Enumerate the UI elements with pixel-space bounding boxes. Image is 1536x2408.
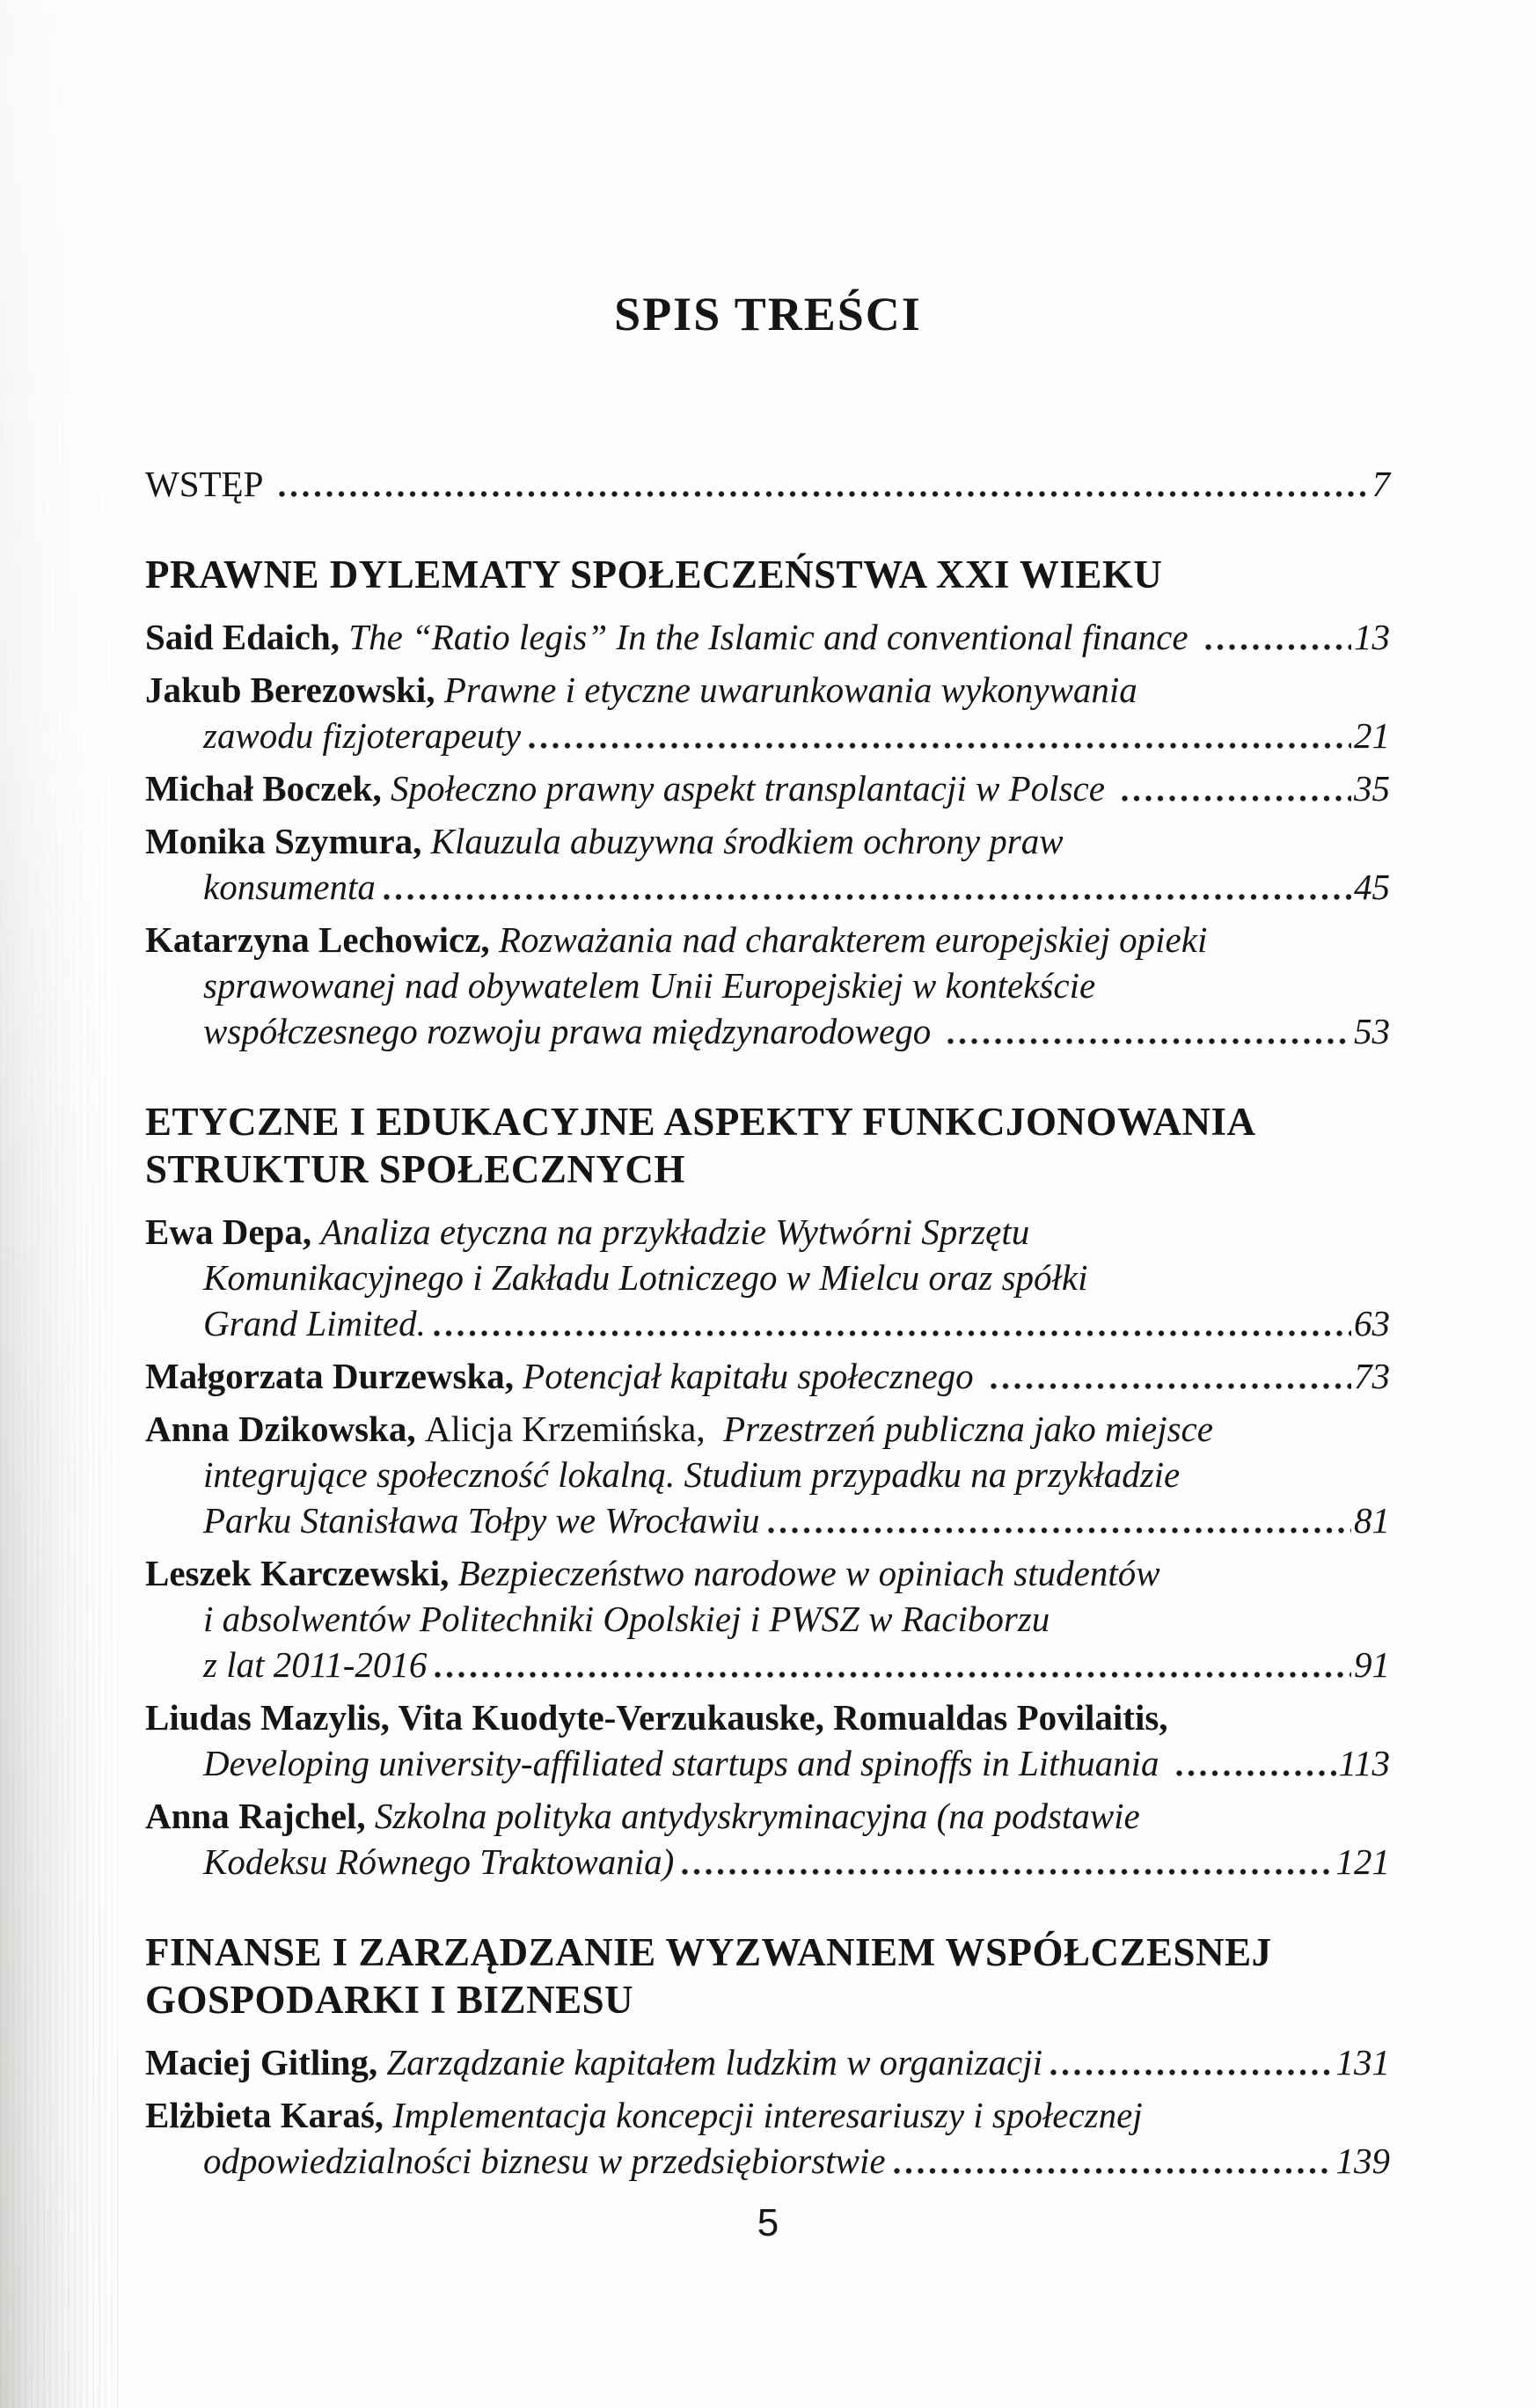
toc-author: Małgorzata Durzewska,	[145, 1356, 523, 1397]
toc-author: Elżbieta Karaś,	[145, 2095, 393, 2136]
toc-author: Ewa Depa,	[145, 1211, 321, 1253]
toc-section-heading	[145, 1929, 1390, 2024]
toc-page-number: 113	[1338, 1743, 1390, 1784]
toc-page-number: 121	[1335, 1841, 1390, 1883]
toc-line	[145, 917, 1390, 962]
toc-work-title: Kodeksu Równego Traktowania)	[203, 1841, 675, 1883]
toc-page-number: 131	[1335, 2042, 1390, 2083]
toc-section-heading	[145, 551, 1390, 598]
dot-leader	[947, 1036, 1351, 1047]
toc-author: Michał Boczek,	[145, 768, 391, 809]
toc-page-number: 91	[1354, 1644, 1390, 1686]
toc-work-title: współczesnego rozwoju prawa międzynarodowego	[203, 1011, 940, 1052]
toc-line	[145, 1839, 1390, 1885]
toc-line	[145, 1098, 1390, 1145]
toc-entry	[145, 2039, 1390, 2085]
toc-work-title: Parku Stanisława Tołpy we Wrocławiu	[203, 1500, 760, 1541]
dot-leader	[278, 488, 1369, 500]
toc-page-number: 21	[1354, 715, 1390, 757]
toc-author: Jakub Berezowski,	[145, 670, 444, 711]
toc-page-number: 139	[1335, 2141, 1390, 2182]
dot-leader	[681, 1866, 1333, 1877]
dot-leader	[434, 1669, 1351, 1680]
toc-entry	[145, 765, 1390, 811]
toc-work-title: Potencjał kapitału społecznego	[523, 1356, 983, 1397]
toc-work-title: odpowiedzialności biznesu w przedsiębiorstwie	[203, 2141, 886, 2182]
footer-page-number: 5	[757, 2201, 779, 2244]
toc-line	[145, 1694, 1390, 1740]
toc-entry	[145, 1694, 1390, 1786]
toc-entry	[145, 818, 1390, 910]
page-title: SPIS TREŚCI	[614, 288, 922, 340]
toc-author: Monika Szymura,	[145, 821, 431, 862]
dot-leader	[1175, 1768, 1336, 1779]
dot-leader	[528, 740, 1351, 751]
toc-page-number: 45	[1354, 867, 1390, 908]
toc-line	[145, 2138, 1390, 2184]
toc-entry	[145, 1793, 1390, 1885]
toc-work-title: Komunikacyjnego i Zakładu Lotniczego w Mielcu oraz spółki	[203, 1257, 1088, 1299]
toc-entry	[145, 1550, 1390, 1687]
toc-line	[145, 1452, 1390, 1497]
toc-line	[145, 1550, 1390, 1596]
toc-author: Anna Dzikowska,	[145, 1409, 425, 1450]
toc-page-number: 7	[1371, 464, 1390, 505]
toc-section-title: PRAWNE DYLEMATY SPOŁECZEŃSTWA XXI WIEKU	[145, 553, 1163, 597]
toc-work-title: integrujące społeczność lokalną. Studium przypadku na przykładzie	[203, 1454, 1181, 1496]
toc-work-title: konsumenta	[203, 867, 376, 908]
toc-work-title: Społeczno prawny aspekt transplantacji w Polsce	[390, 768, 1115, 809]
toc-section-title: FINANSE I ZARZĄDZANIE WYZWANIEM WSPÓŁCZESNEJ	[145, 1930, 1272, 1975]
toc-section-heading	[145, 1098, 1390, 1193]
toc-line	[145, 765, 1390, 811]
toc-line	[145, 1008, 1390, 1054]
toc-work-title: Szkolna polityka antydyskryminacyjna (na podstawie	[374, 1796, 1140, 1837]
dot-leader	[383, 891, 1351, 903]
toc-entry	[145, 667, 1390, 758]
toc-work-title: Rozważania nad charakterem europejskiej opieki	[498, 919, 1208, 961]
toc-author: Maciej Gitling,	[145, 2042, 387, 2083]
toc-line	[145, 1642, 1390, 1687]
toc-author: Katarzyna Lechowicz,	[145, 919, 499, 961]
dot-leader	[767, 1525, 1352, 1536]
toc-section-title: STRUKTUR SPOŁECZNYCH	[145, 1147, 685, 1192]
toc-entry	[145, 1353, 1390, 1399]
toc-page-number: 13	[1354, 617, 1390, 658]
toc-line	[145, 1793, 1390, 1839]
toc-page-number: 81	[1354, 1500, 1390, 1541]
toc-work-title: Analiza etyczna na przykładzie Wytwórni Sprzętu	[320, 1211, 1030, 1253]
toc-page-number: 63	[1354, 1303, 1390, 1344]
toc-line	[145, 1976, 1390, 2024]
toc-work-title: Przestrzeń publiczna jako miejsce	[723, 1409, 1213, 1450]
toc-author: Anna Rajchel,	[145, 1796, 375, 1837]
toc-work-title: sprawowanej nad obywatelem Unii Europejskiej w kontekście	[203, 965, 1096, 1006]
toc-section-title: ETYCZNE I EDUKACYJNE ASPEKTY FUNKCJONOWANIA	[145, 1100, 1256, 1145]
toc-work-title: i absolwentów Politechniki Opolskiej i PWSZ w Raciborzu	[203, 1599, 1050, 1640]
dot-leader	[433, 1328, 1351, 1339]
toc-line	[145, 1929, 1390, 1976]
toc-line	[145, 1353, 1390, 1399]
toc-work-title: Zarządzanie kapitałem ludzkim w organizacji	[386, 2042, 1043, 2083]
toc-entry	[145, 1209, 1390, 1346]
toc-work-title: Implementacja koncepcji interesariuszy i społecznej	[392, 2095, 1143, 2136]
toc-line	[145, 551, 1390, 598]
toc-work-title: Grand Limited.	[203, 1303, 426, 1344]
toc-entry	[145, 614, 1390, 660]
toc-line	[145, 614, 1390, 660]
toc-page-number: 35	[1354, 768, 1390, 809]
toc-entry	[145, 461, 1390, 507]
toc-work-title: zawodu fizjoterapeuty	[203, 715, 522, 757]
toc-line	[145, 667, 1390, 713]
toc-line	[145, 1209, 1390, 1255]
toc-page-number: 73	[1354, 1356, 1390, 1397]
toc-line	[145, 818, 1390, 864]
dot-leader	[1204, 641, 1351, 653]
toc-line	[145, 1740, 1390, 1786]
table-of-contents	[145, 461, 1390, 2184]
toc-work-title: Klauzula abuzywna środkiem ochrony praw	[430, 821, 1064, 862]
toc-work-title: z lat 2011-2016	[203, 1644, 428, 1686]
toc-author: Leszek Karczewski,	[145, 1553, 458, 1594]
toc-line	[145, 1406, 1390, 1452]
toc-line	[145, 864, 1390, 910]
toc-work-title: Bezpieczeństwo narodowe w opiniach studentów	[457, 1553, 1160, 1594]
dot-leader	[893, 2165, 1334, 2177]
toc-entry	[145, 917, 1390, 1054]
toc-page-number: 53	[1354, 1011, 1390, 1052]
toc-work-title: Prawne i etyczne uwarunkowania wykonywania	[443, 670, 1137, 711]
toc-text: Alicja Krzemińska,	[424, 1409, 724, 1450]
toc-line	[145, 461, 1390, 507]
dot-leader	[1121, 793, 1351, 804]
toc-line	[145, 2039, 1390, 2085]
toc-text: WSTĘP	[145, 464, 272, 505]
dot-leader	[1050, 2067, 1333, 2078]
dot-leader	[990, 1380, 1351, 1392]
toc-line	[145, 1596, 1390, 1642]
toc-line	[145, 2092, 1390, 2138]
toc-entry	[145, 2092, 1390, 2184]
toc-line	[145, 1497, 1390, 1543]
toc-line	[145, 962, 1390, 1008]
toc-line	[145, 1145, 1390, 1193]
toc-line	[145, 1255, 1390, 1300]
toc-author: Said Edaich,	[145, 617, 349, 658]
toc-work-title: Developing university-affiliated startups and spinoffs in Lithuania	[203, 1743, 1168, 1784]
toc-line	[145, 1300, 1390, 1346]
toc-section-title: GOSPODARKI I BIZNESU	[145, 1978, 634, 2023]
toc-entry	[145, 1406, 1390, 1543]
toc-author: Liudas Mazylis, Vita Kuodyte-Verzukauske, Romualdas Povilaitis,	[145, 1697, 1168, 1738]
toc-line	[145, 713, 1390, 758]
scan-gutter-shadow	[0, 0, 123, 2408]
toc-work-title: The “Ratio legis” In the Islamic and conventional finance	[348, 617, 1197, 658]
